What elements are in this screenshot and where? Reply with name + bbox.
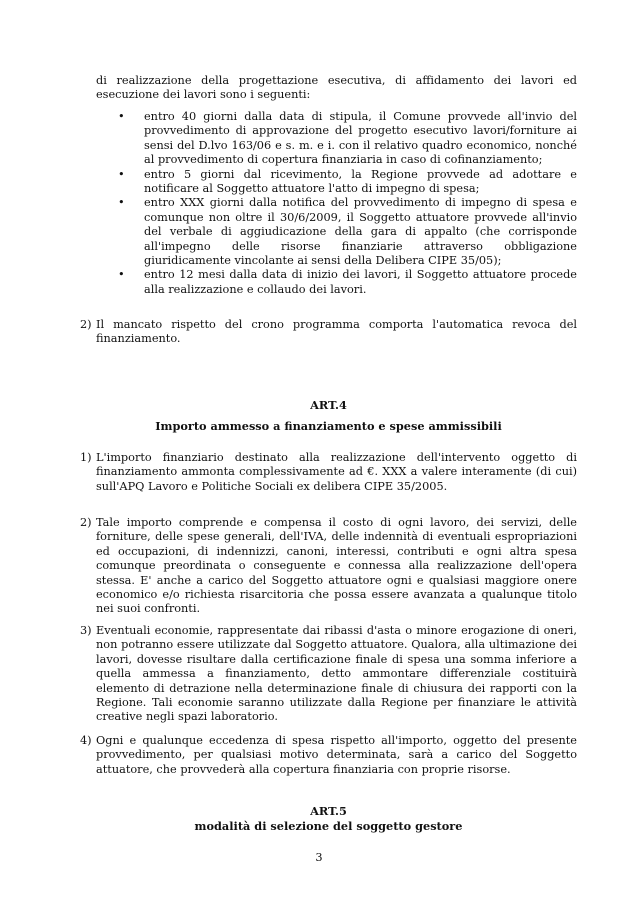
item-text: Eventuali economie, rappresentate dai ribassi d'asta o minore erogazione di oneri, non potranno essere utilizzate dal Soggetto attuatore. Qualora, alla ultimazione dei lavori, dovesse risultare dalla certificazione finale di spesa una somma inferiore a quella ammessa a finanziamento, detto ammontare differenziale costituirà elemento di detrazione nella determinazione finale di chiusura dei rapporti con la Regione. Tali economie saranno utilizzate dalla Regione per finanziare le attività creative negli spazi laboratorio. <box>96 624 577 724</box>
item-number: 4) <box>80 734 92 747</box>
bullet-icon: • <box>118 268 125 282</box>
bullet-icon: • <box>118 167 125 181</box>
art5-number-heading: ART.5 <box>310 804 347 818</box>
art4-title-heading: Importo ammesso a finanziamento e spese ammissibili <box>155 419 502 433</box>
item-number: 2) <box>80 318 92 331</box>
art4-item-2 <box>80 516 577 617</box>
item-text: Tale importo comprende e compensa il costo di ogni lavoro, dei servizi, delle forniture, delle spese generali, dell'IVA, delle indennità di eventuali espropriazioni ed occupazioni, di indennizzi, canoni, interessi, contributi e ogni altra spesa comunque preordinata o conseguente e connessa alla realizzazione dell'opera stessa. E' anche a carico del Soggetto attuatore ogni e qualsiasi maggiore onere economico e/o richiesta risarcitoria che possa essere avanzata a qualunque titolo nei suoi confronti. <box>96 516 577 616</box>
bullet-item <box>96 268 577 297</box>
art5-title-heading: modalità di selezione del soggetto gestore <box>194 819 463 833</box>
bullet-item <box>96 196 577 268</box>
bullet-item <box>96 110 577 168</box>
item-text: Il mancato rispetto del crono programma comporta l'automatica revoca del finanziamento. <box>96 318 577 346</box>
item-text: L'importo finanziario destinato alla realizzazione dell'intervento oggetto di finanziamento ammonta complessivamente ad €. XXX a valere interamente (di cui) sull'APQ Lavoro e Politiche Sociali ex delibera CIPE 35/2005. <box>96 451 577 493</box>
item-number: 3) <box>80 624 92 637</box>
bullet-icon: • <box>118 196 125 210</box>
bullet-item <box>96 168 577 197</box>
bullet-text: entro 5 giorni dal ricevimento, la Regione provvede ad adottare e notificare al Soggetto attuatore l'atto di impegno di spesa; <box>144 167 577 196</box>
item-number: 1) <box>80 451 92 464</box>
page-number: 3 <box>315 851 323 864</box>
intro-paragraph: di realizzazione della progettazione esecutiva, di affidamento dei lavori ed esecuzione dei lavori sono i seguenti: <box>96 74 577 102</box>
bullet-text: entro 12 mesi dalla data di inizio dei lavori, il Soggetto attuatore procede alla realizzazione e collaudo dei lavori. <box>144 268 577 296</box>
schedule-bullet-list <box>96 110 577 297</box>
art4-number-heading: ART.4 <box>310 398 347 412</box>
art4-item-3 <box>80 624 577 725</box>
bullet-text: entro 40 giorni dalla data di stipula, il Comune provvede all'invio del provvedimento di approvazione del progetto esecutivo lavori/forniture ai sensi del D.lvo 163/06 e s. m. e i. con il relativo quadro economico, nonché al provvedimento di copertura finanziaria in caso di cofinanziamento; <box>144 110 577 167</box>
art4-item-1 <box>80 451 577 494</box>
item-text: Ogni e qualunque eccedenza di spesa rispetto all'importo, oggetto del presente provvedimento, per qualsiasi motivo determinata, sarà a carico del Soggetto attuatore, che provvederà alla copertura finanziaria con proprie risorse. <box>96 734 577 776</box>
bullet-icon: • <box>118 110 125 123</box>
item-number: 2) <box>80 516 92 529</box>
bullet-text: entro XXX giorni dalla notifica del provvedimento di impegno di spesa e comunque non oltre il 30/6/2009, il Soggetto attuatore provvede all'invio del verbale di aggiudicazione della gara di appalto (che corrisponde all'impegno delle risorse finanziarie attraverso obbligazione giuridicamente vincolante ai sensi della Delibera CIPE 35/05); <box>144 196 577 268</box>
numbered-item-2 <box>80 318 577 347</box>
art4-item-4 <box>80 734 577 777</box>
